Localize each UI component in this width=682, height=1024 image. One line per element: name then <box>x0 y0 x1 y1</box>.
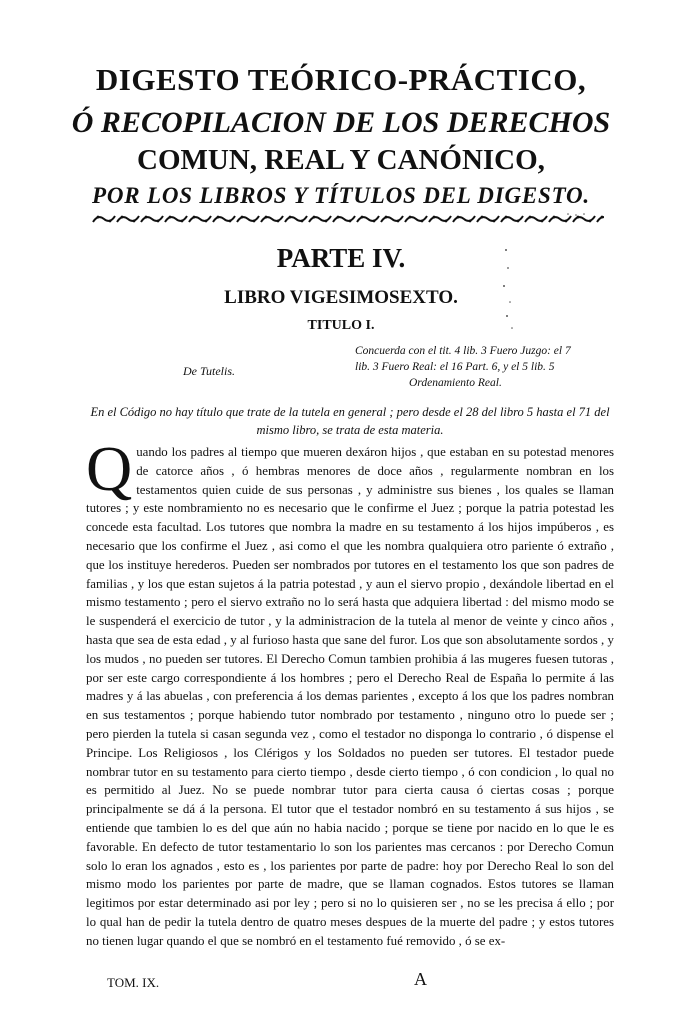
side-title: De Tutelis. <box>183 364 236 378</box>
signature-mark: A <box>414 969 427 989</box>
volume-label: TOM. IX. <box>107 975 160 990</box>
subtitle-derechos: COMUN, REAL Y CANÓNICO, <box>137 144 545 176</box>
concordance-line: Ordenamiento Real. <box>409 377 502 389</box>
concordance-line: Concuerda con el tit. 4 lib. 3 Fuero Juzgo: el 7 <box>355 345 571 357</box>
main-title: DIGESTO TEÓRICO-PRÁCTICO, <box>95 62 587 97</box>
title-heading: TITULO I. <box>307 318 375 333</box>
body-paragraph: uando los padres al tiempo que mueren dexáron hijos , que estaban en su potestad menores de catorce años , ó hembras menores de doce años , regularmente nombran en los testamentos quien cuide de sus personas , y administre sus bienes , los quales se llaman tutores ; y este nombramiento no es necesario que le confirme el Juez ; porque la patria potestad les concede esta facultad. Los tutores que nombra la madre en su testamento á los hijos impúberos , es necesario que los confirme el Juez , asi como el que les nombra qualquiera otro pariente ó extraño , que los instituye herederos. Pueden ser nombrados por tutores en el testamento los que son padres de familias , y los que estan sujetos á la patria potestad , y aun el siervo propio , dexándole libertad en el mismo testamento ; pero el siervo extraño no lo será hasta que adquiera libertad : del mismo modo se le suspenderá el exercicio de tutor , y la administracion de la tutela al menor de veinte y cinco años , hasta que sea de esta edad , y al furioso hasta que sane del furor. Los que son absolutamente sordos , y los mudos , no pueden ser tutores. El Derecho Comun tambien prohibia á las mugeres fuesen tutoras , por ser este cargo correspondiente á los hombres ; pero el Derecho Real de España lo permite á las madres y á las abuelas , con preferencia á los demas parientes , excepto á los que los padres nombran en sus testamentos ; porque habiendo tutor nombrado por testamento , ninguno otro lo puede ser ; pero pierden la tutela si casan segunda vez , como el testador no disponga lo contrario , ó dispense el Principe. Los Religiosos , los Clérigos y los Soldados no pueden ser tutores. El testador puede nombrar tutor en su testamento para cierto tiempo , desde cierto tiempo , ó con condicion , lo qual no es permitido al Juez. No se puede nombrar tutor para cierta causa ó ciertas cosas ; porque principalmente se dá á la persona. El tutor que el testador nombró en su testamento á sus hijos , se entiende que tambien lo es del que aún no habia nacido ; porque se tiene por nacido en lo que le es favorable. En defecto de tutor testamentario lo son los parientes mas cercanos : por Derecho Comun solo lo eran los agnados , esto es , los parientes por parte de padre: hoy por Derecho Real lo son del mismo modo los parientes por parte de madre, que se llaman cognados. Estos tutores se llaman legitimos por estar determinado asi por ley ; pero si no lo quisieren ser , no se les precisa á ello ; por lo qual han de pedir la tutela dentro de quatro meses despues de la muerte del padre ; y estos tutores no tienen lugar quando el que se nombró en el testamento fué removido , ó se ex- <box>86 445 614 948</box>
book-heading: LIBRO VIGESIMOSEXTO. <box>224 287 458 308</box>
body-text <box>86 433 614 951</box>
intro-note: En el Código no hay título que trate de la tutela en general ; pero desde el 28 del libro 5 hasta el 71 del mismo libro, se trata de esta materia. <box>90 405 610 437</box>
concordance-line: lib. 3 Fuero Real: el 16 Part. 6, y el 5 lib. 5 <box>355 361 555 373</box>
subtitle-libros: POR LOS LIBROS Y TÍTULOS DEL DIGESTO. <box>92 183 590 208</box>
drop-cap: Q <box>86 433 133 504</box>
part-heading: PARTE IV. <box>276 243 406 273</box>
subtitle-recopilacion: Ó RECOPILACION DE LOS DERECHOS <box>71 106 611 139</box>
concordance-note <box>355 343 625 391</box>
